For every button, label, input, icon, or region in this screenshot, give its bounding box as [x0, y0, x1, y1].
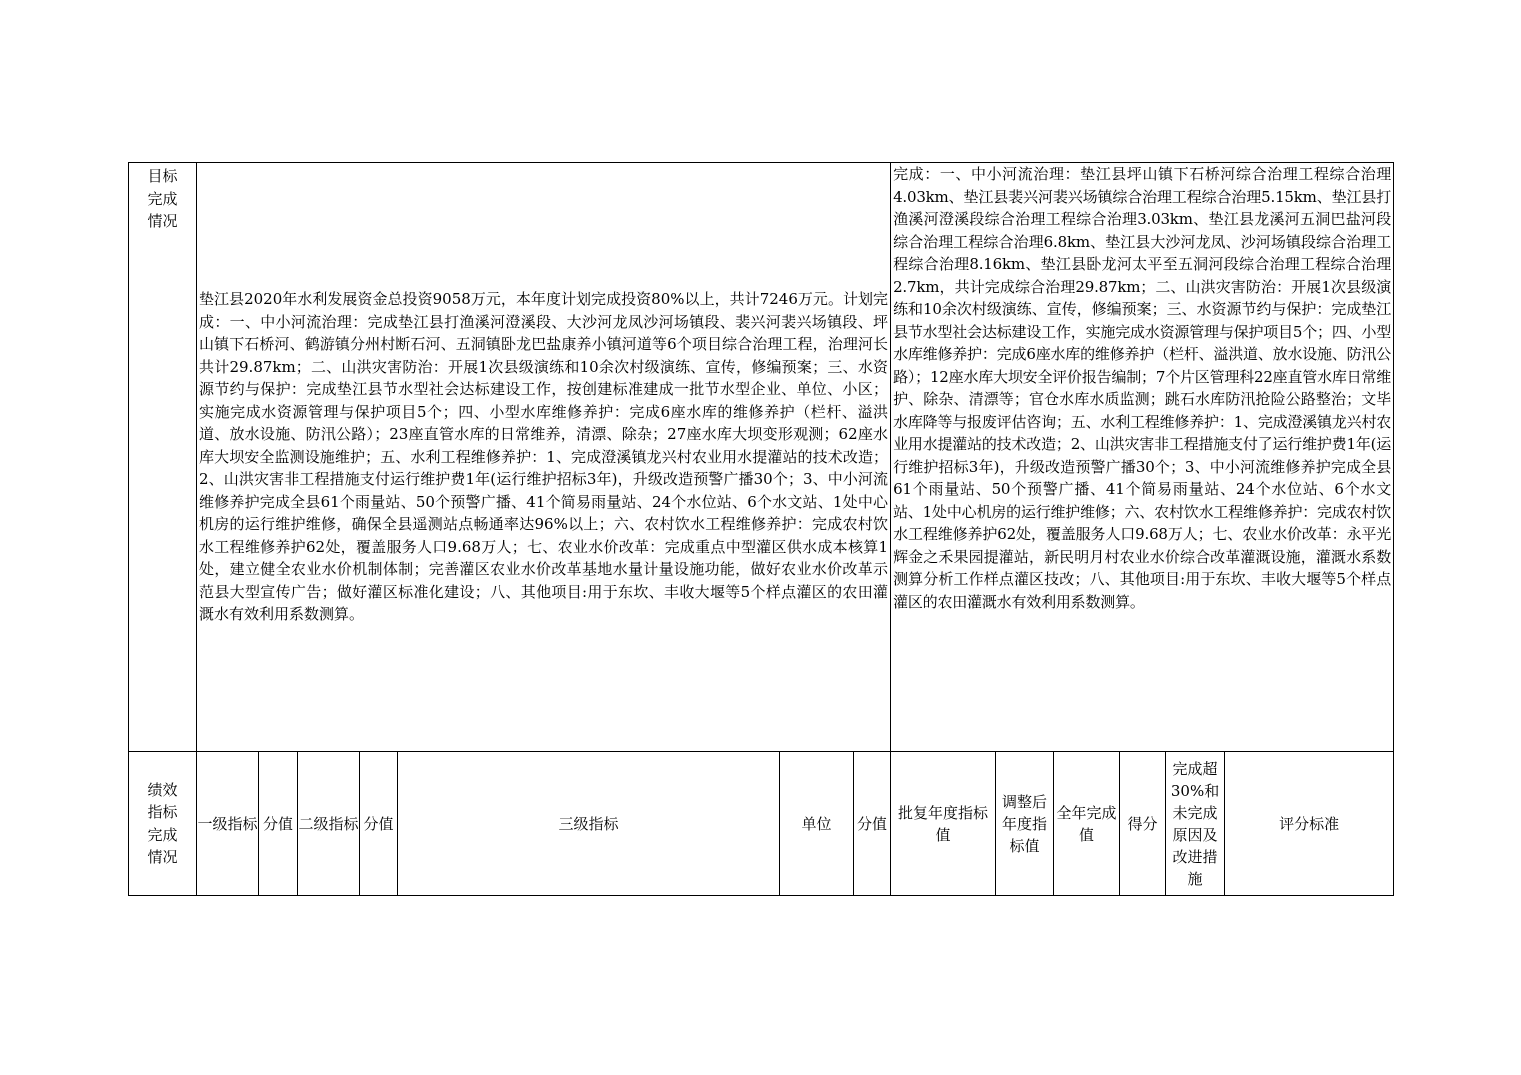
performance-completion-label	[129, 752, 197, 896]
header-points: 得分	[1120, 752, 1166, 896]
perf-label-line-3: 完成	[147, 825, 178, 844]
header-annual-actual: 全年完成值	[1054, 752, 1120, 896]
header-deviation-reason: 完成超30%和未完成原因及改进措施	[1166, 752, 1225, 896]
header-approved-target: 批复年度指标值	[891, 752, 996, 896]
target-label-line-1: 目标	[147, 167, 178, 185]
header-level1-score: 分值	[259, 752, 298, 896]
target-label-line-3: 情况	[147, 212, 178, 230]
header-adjusted-target: 调整后年度指标值	[996, 752, 1054, 896]
planned-target-text: 垫江县2020年水利发展资金总投资9058万元，本年度计划完成投资80%以上，共计7246万元。计划完成：一、中小河流治理：完成垫江县打渔溪河澄溪段、大沙河龙凤沙河场镇段、裴兴河裴兴场镇段、坪山镇下石桥河、鹤游镇分州村断石河、五洞镇卧龙巴盐康养小镇河道等6个项目综合治理工程，治理河长共计29.87km；二、山洪灾害防治：开展1次县级演练和10余次村级演练、宣传，修编预案；三、水资源节约与保护：完成垫江县节水型社会达标建设工作，按创建标准建成一批节水型企业、单位、小区；实施完成水资源管理与保护项目5个；四、小型水库维修养护：完成6座水库的维修养护（栏杆、溢洪道、放水设施、防汛公路）；23座直管水库的日常维养，清漂、除杂；27座水库大坝变形观测；62座水库大坝安全监测设施维护；五、水利工程维修养护：1、完成澄溪镇龙兴村农业用水提灌站的技术改造；2、山洪灾害非工程措施支付运行维护费1年(运行维护招标3年)，升级改造预警广播30个；3、中小河流维修养护完成全县61个雨量站、50个预警广播、41个简易雨量站、24个水位站、6个水文站、1处中心机房的运行维护维修，确保全县遥测站点畅通率达96%以上；六、农村饮水工程维修养护：完成农村饮水工程维修养护62处，覆盖服务人口9.68万人；七、农业水价改革：完成重点中型灌区供水成本核算1处，建立健全农业水价机制体制；完善灌区农业水价改革基地水量计量设施功能，做好农业水价改革示范县大型宣传广告；做好灌区标准化建设；八、其他项目:用于东坎、丰收大堰等5个样点灌区的农田灌溉水有效利用系数测算。	[197, 163, 891, 752]
target-completion-label	[129, 163, 197, 752]
target-completion-row	[129, 163, 1394, 752]
header-level1-indicator: 一级指标	[197, 752, 259, 896]
perf-label-line-1: 绩效	[147, 780, 178, 799]
performance-table	[128, 162, 1394, 896]
perf-label-line-4: 情况	[147, 848, 178, 866]
header-level3-score: 分值	[854, 752, 891, 896]
target-label-line-2: 完成	[147, 189, 178, 208]
header-level2-indicator: 二级指标	[298, 752, 360, 896]
actual-completion-text: 完成：一、中小河流治理：垫江县坪山镇下石桥河综合治理工程综合治理4.03km、垫江县裴兴河裴兴场镇综合治理工程综合治理5.15km、垫江县打渔溪河澄溪段综合治理工程综合治理3.03km、垫江县龙溪河五洞巴盐河段综合治理工程综合治理6.8km、垫江县大沙河龙凤、沙河场镇段综合治理工程综合治理8.16km、垫江县卧龙河太平至五洞河段综合治理工程综合治理2.7km，共计完成综合治理29.87km；二、山洪灾害防治：开展1次县级演练和10余次村级演练、宣传，修编预案；三、水资源节约与保护：完成垫江县节水型社会达标建设工作，实施完成水资源管理与保护项目5个；四、小型水库维修养护：完成6座水库的维修养护（栏杆、溢洪道、放水设施、防汛公路）；12座水库大坝安全评价报告编制；7个片区管理科22座直管水库日常维护、除杂、清漂等；官仓水库水质监测；跳石水库防汛抢险公路整治；文毕水库降等与报废评估咨询；五、水利工程维修养护：1、完成澄溪镇龙兴村农业用水提灌站的技术改造；2、山洪灾害非工程措施支付了运行维护费1年(运行维护招标3年)，升级改造预警广播30个；3、中小河流维修养护完成全县61个雨量站、50个预警广播、41个简易雨量站、24个水位站、6个水文站、1处中心机房的运行维护维修；六、农村饮水工程维修养护：完成农村饮水工程维修养护62处，覆盖服务人口9.68万人；七、农业水价改革：永平光辉金之禾果园提灌站，新民明月村农业水价综合改革灌溉设施，灌溉水系数测算分析工作样点灌区技改；八、其他项目:用于东坎、丰收大堰等5个样点灌区的农田灌溉水有效利用系数测算。	[891, 163, 1394, 752]
perf-label-line-2: 指标	[147, 803, 178, 821]
header-level3-indicator: 三级指标	[398, 752, 780, 896]
header-level2-score: 分值	[360, 752, 398, 896]
header-unit: 单位	[780, 752, 854, 896]
header-scoring-criteria: 评分标准	[1225, 752, 1394, 896]
performance-header-row	[129, 752, 1394, 896]
